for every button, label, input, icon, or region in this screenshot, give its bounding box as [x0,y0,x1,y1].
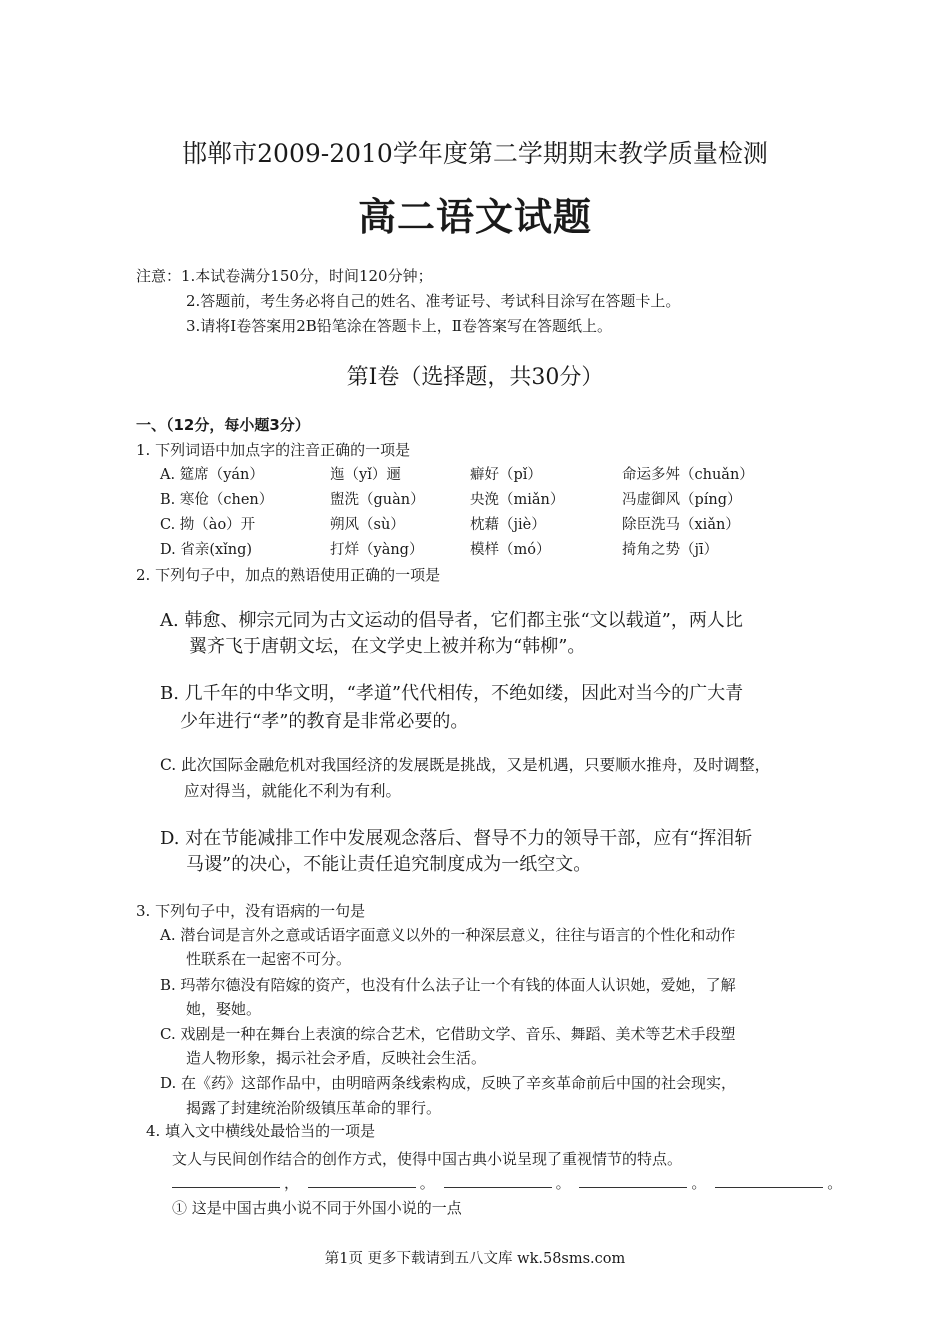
blank-4-punct: 。 [691,1174,707,1192]
blank-5-punct: 。 [827,1174,843,1192]
exam-title: 高二语文试题 [357,195,592,239]
q1-c-1: C. 拗（ào）开 [160,517,256,533]
q1-b-1: B. 寒伧（chen） [160,492,274,508]
q1-b-2: 盥洗（guàn） [330,492,425,508]
blank-1-punct: ， [284,1174,300,1192]
blank-2-punct: 。 [419,1174,435,1192]
blank-5 [715,1173,823,1188]
blank-4 [579,1173,687,1188]
q1-stem: 1. 下列词语中加点字的注音正确的一项是 [136,441,411,459]
q2-option-a-line1: A. 韩愈、柳宗元同为古文运动的倡导者，它们都主张“文以载道”，两人比 [160,610,743,631]
q3-option-c-line1: C. 戏剧是一种在舞台上表演的综合艺术，它借助文学、音乐、舞蹈、美术等艺术手段塑 [160,1025,736,1043]
q3-option-b-line2: 她，娶她。 [186,1000,262,1018]
q1-a-2: 迤（yǐ）逦 [330,467,401,483]
blank-1 [172,1173,280,1188]
q3-option-d-line1: D. 在《药》这部作品中，由明暗两条线索构成，反映了辛亥革命前后中国的社会现实， [160,1074,737,1092]
q2-option-a-line2: 翼齐飞于唐朝文坛，在文学史上被并称为“韩柳”。 [189,636,586,657]
q2-option-c-line2: 应对得当，就能化不利为有利。 [184,782,402,800]
q3-option-a-line1: A. 潜台词是言外之意或话语字面意义以外的一种深层意义，往往与语言的个性化和动作 [160,926,736,944]
q4-item-1: ① 这是中国古典小说不同于外国小说的一点 [172,1199,462,1217]
q1-d-4: 掎角之势（jī） [622,542,719,558]
q2-option-c-line1: C. 此次国际金融危机对我国经济的发展既是挑战，又是机遇，只要顺水推舟，及时调整， [160,756,771,774]
note-3: 3.请将Ⅰ卷答案用2B铅笔涂在答题卡上，Ⅱ卷答案写在答题纸上。 [186,317,613,335]
q3-option-b-line1: B. 玛蒂尔德没有陪嫁的资产，也没有什么法子让一个有钱的体面人认识她，爱她，了解 [160,976,736,994]
q2-option-d-line2: 马谡”的决心，不能让责任追究制度成为一纸空文。 [186,854,592,875]
page-footer: 第1页 更多下载请到五八文库 wk.58sms.com [324,1251,626,1267]
part-heading: 一、（12分，每小题3分） [136,416,310,434]
q3-option-c-line2: 造人物形象，揭示社会矛盾，反映社会生活。 [186,1049,487,1067]
q1-c-4: 除臣洗马（xiǎn） [622,517,740,533]
q1-a-1: A. 筵席（yán） [160,467,264,483]
note-2: 2.答题前，考生务必将自己的姓名、准考证号、考试科目涂写在答题卡上。 [186,292,681,310]
q1-d-2: 打烊（yàng） [330,542,424,558]
q1-a-3: 癖好（pǐ） [470,467,542,483]
q2-option-b-line1: B. 几千年的中华文明，“孝道”代代相传，不绝如缕，因此对当今的广大青 [160,683,744,704]
q3-stem: 3. 下列句子中，没有语病的一句是 [136,902,366,920]
q1-a-4: 命运多舛（chuǎn） [622,467,754,483]
section-title: 第Ⅰ卷（选择题，共30分） [346,365,604,390]
q1-d-3: 模样（mó） [470,542,551,558]
exam-header: 邯郸市2009-2010学年度第二学期期末教学质量检测 [182,139,768,168]
q4-passage: 文人与民间创作结合的创作方式，使得中国古典小说呈现了重视情节的特点。 [172,1150,683,1168]
note-1: 注意：1.本试卷满分150分，时间120分钟； [136,267,433,285]
q3-option-a-line2: 性联系在一起密不可分。 [186,950,352,968]
blank-2 [308,1173,416,1188]
q1-b-3: 央浼（miǎn） [470,492,565,508]
q1-d-1: D. 省亲(xǐng) [160,542,253,558]
q2-option-b-line2: 少年进行“孝”的教育是非常必要的。 [180,711,469,732]
q4-blanks [172,1172,846,1193]
blank-3 [444,1173,552,1188]
q1-c-3: 枕藉（jiè） [470,517,546,533]
q2-option-d-line1: D. 对在节能减排工作中发展观念落后、督导不力的领导干部，应有“挥泪斩 [160,828,753,849]
q4-stem: 4. 填入文中横线处最恰当的一项是 [146,1122,376,1140]
q2-stem: 2. 下列句子中，加点的熟语使用正确的一项是 [136,566,441,584]
blank-3-punct: 。 [555,1174,571,1192]
q3-option-d-line2: 揭露了封建统治阶级镇压革命的罪行。 [186,1099,442,1117]
q1-b-4: 冯虚御风（píng） [622,492,742,508]
q1-c-2: 朔风（sù） [330,517,405,533]
